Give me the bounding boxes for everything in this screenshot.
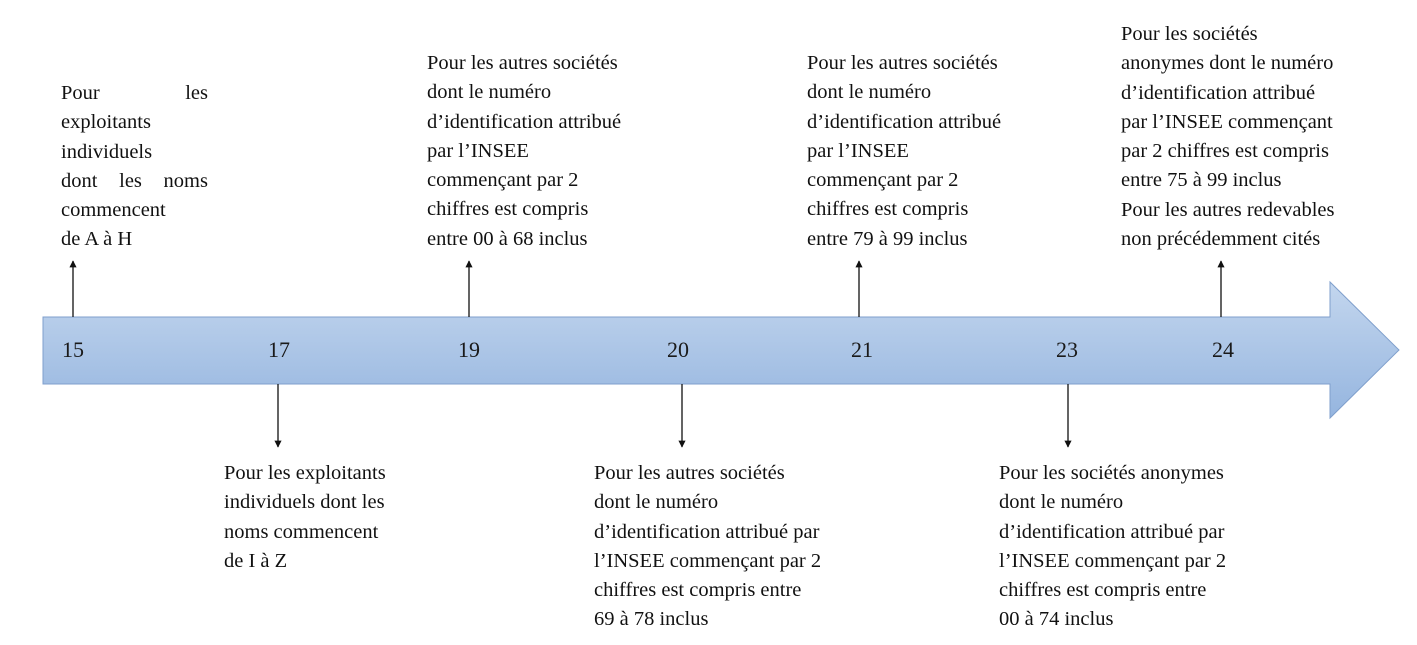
note-line: l’INSEE commençant par 2 xyxy=(594,549,822,572)
note-line: d’identification attribué par xyxy=(594,520,820,543)
date-label-24: 24 xyxy=(1212,337,1234,362)
date-label-19: 19 xyxy=(458,337,480,362)
note-line: dont le numéro xyxy=(594,491,719,514)
note-line: par l’INSEE commençant xyxy=(1121,110,1333,133)
note-line: Pour les autres sociétés xyxy=(427,52,618,74)
note-line: noms commencent xyxy=(224,520,379,543)
date-label-15: 15 xyxy=(62,337,84,362)
note-23 xyxy=(999,459,1226,635)
note-line: dont le numéro xyxy=(999,491,1124,514)
note-line: commençant par 2 xyxy=(427,169,579,192)
note-line: 00 à 74 inclus xyxy=(999,608,1114,631)
note-line: chiffres est compris xyxy=(807,198,969,221)
note-line: dont le numéro xyxy=(807,81,932,104)
note-line: Pour les autres redevables xyxy=(1121,198,1335,221)
note-line: individuels dont les xyxy=(224,491,385,514)
note-line: Pour les autres sociétés xyxy=(807,52,998,74)
note-line: Pour les sociétés anonymes xyxy=(999,462,1224,484)
note-line: de A à H xyxy=(61,228,133,251)
note-line: entre 00 à 68 inclus xyxy=(427,227,588,250)
note-line: commencent xyxy=(61,199,166,222)
note-line: non précédemment cités xyxy=(1121,228,1321,251)
note-line: Pour les exploitants xyxy=(224,462,386,484)
note-line: chiffres est compris entre xyxy=(999,579,1207,602)
date-label-23: 23 xyxy=(1056,337,1078,362)
note-line: anonymes dont le numéro xyxy=(1121,52,1334,75)
note-line: exploitants xyxy=(61,111,151,134)
note-line: par l’INSEE xyxy=(427,139,529,162)
note-line: l’INSEE commençant par 2 xyxy=(999,549,1227,572)
note-line: 69 à 78 inclus xyxy=(594,608,709,631)
note-20 xyxy=(594,459,821,635)
note-line: d’identification attribué xyxy=(427,110,622,133)
note-line: Pour les xyxy=(61,82,208,104)
note-line: d’identification attribué xyxy=(807,110,1002,133)
note-line: d’identification attribué xyxy=(1121,81,1316,104)
note-line: commençant par 2 xyxy=(807,169,959,192)
date-label-17: 17 xyxy=(268,337,290,362)
date-label-21: 21 xyxy=(851,337,873,362)
note-line: de I à Z xyxy=(224,549,288,572)
note-24 xyxy=(1121,20,1334,254)
note-line: dont le numéro xyxy=(427,81,552,104)
note-line: entre 75 à 99 inclus xyxy=(1121,169,1282,192)
date-label-20: 20 xyxy=(667,337,689,362)
note-line: chiffres est compris entre xyxy=(594,579,802,602)
note-21 xyxy=(807,49,1001,254)
note-17 xyxy=(224,459,386,576)
note-line: individuels xyxy=(61,140,153,163)
note-line: dont les noms xyxy=(61,169,208,192)
note-line: d’identification attribué par xyxy=(999,520,1225,543)
note-19 xyxy=(427,49,621,254)
note-line: par 2 chiffres est compris xyxy=(1121,140,1329,163)
note-line: entre 79 à 99 inclus xyxy=(807,227,968,250)
note-15 xyxy=(61,79,208,255)
note-line: Pour les autres sociétés xyxy=(594,462,785,484)
note-line: par l’INSEE xyxy=(807,139,909,162)
timeline-arrow xyxy=(43,282,1399,418)
note-line: Pour les sociétés xyxy=(1121,23,1258,45)
note-line: chiffres est compris xyxy=(427,198,589,221)
